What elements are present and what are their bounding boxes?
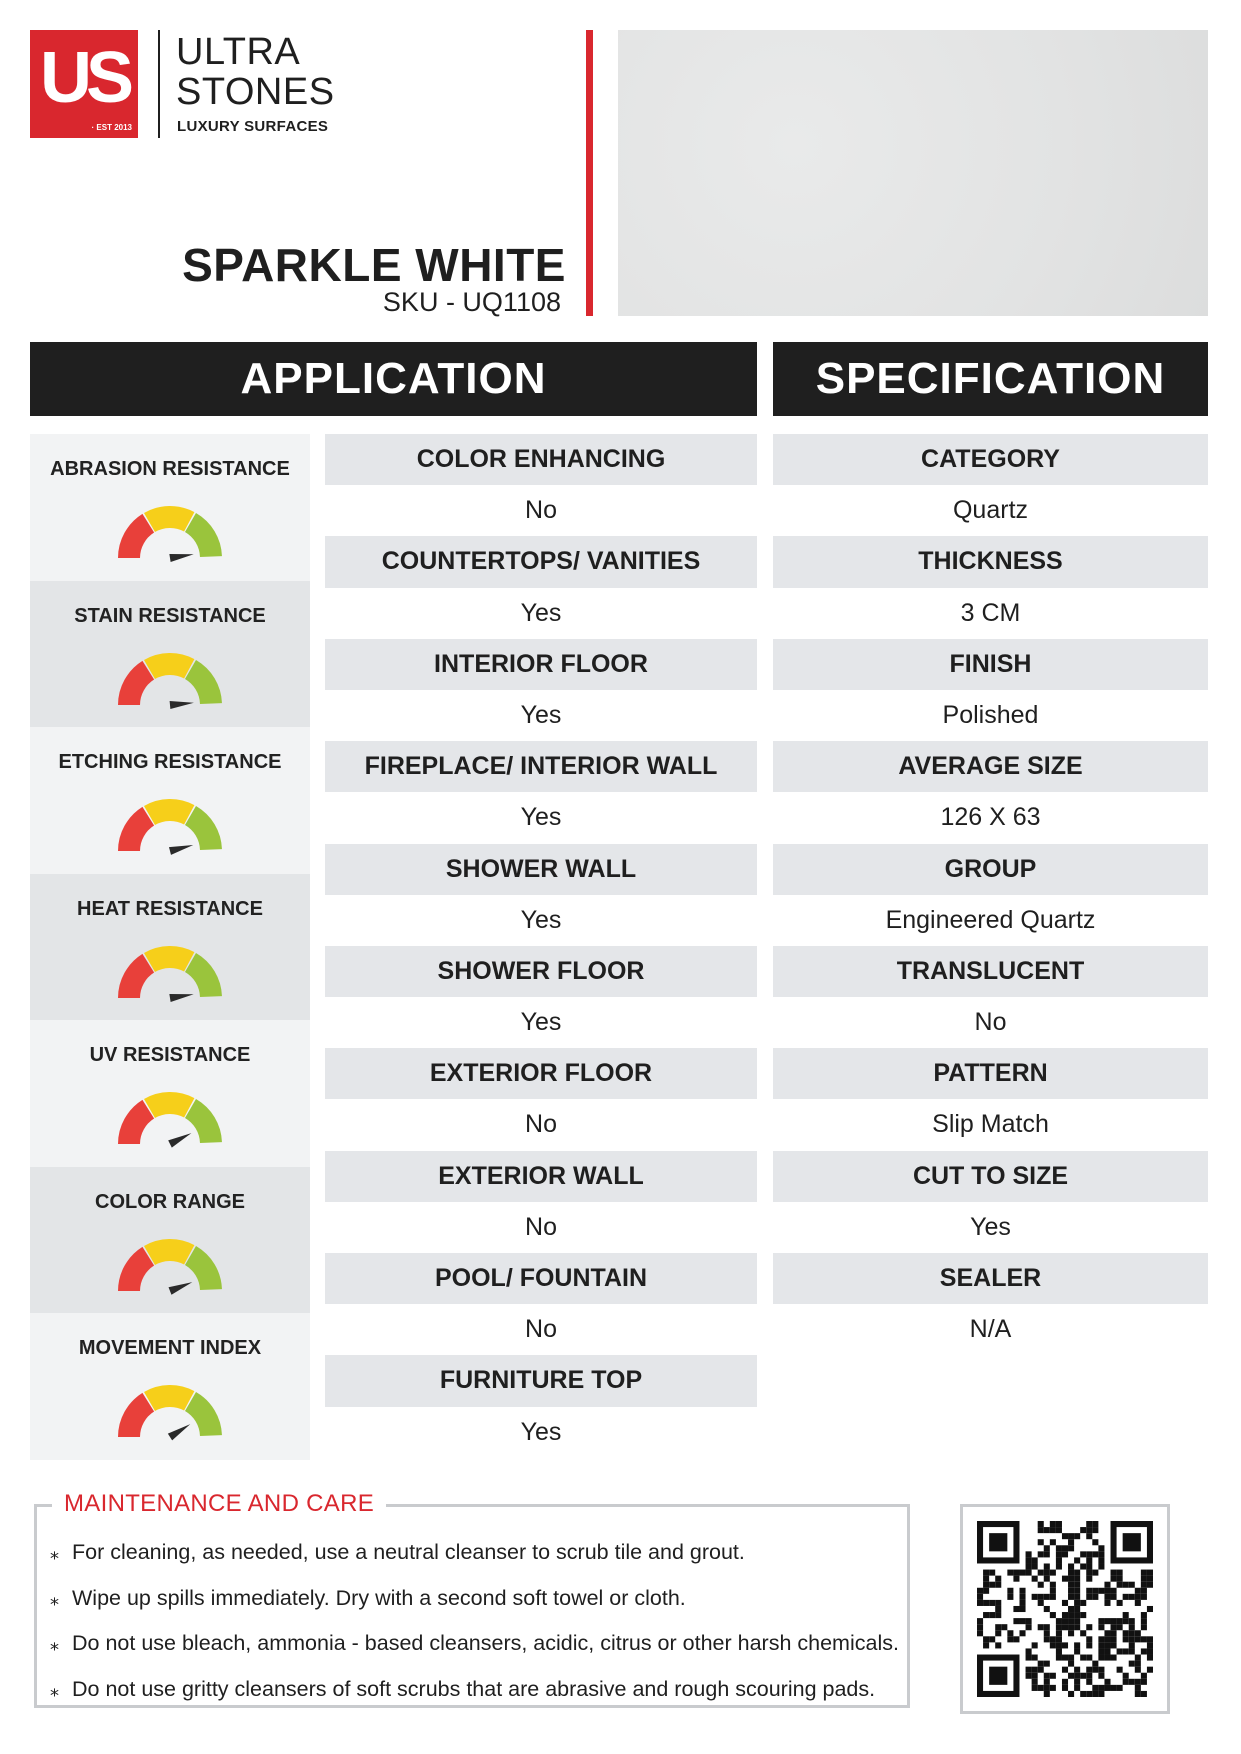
qr-code-icon xyxy=(977,1521,1153,1697)
application-value: Yes xyxy=(325,690,757,741)
application-value: Yes xyxy=(325,792,757,843)
maintenance-item xyxy=(50,1621,900,1667)
gauge-yellow-zone xyxy=(144,653,194,679)
gauge-dial-icon xyxy=(110,1229,230,1299)
application-label: SHOWER FLOOR xyxy=(325,946,757,997)
gauge-green-zone xyxy=(185,952,222,996)
application-value: Yes xyxy=(325,895,757,946)
gauge-label: ABRASION RESISTANCE xyxy=(50,458,290,480)
logo-divider xyxy=(158,30,160,138)
gauge-label: UV RESISTANCE xyxy=(89,1044,251,1066)
gauge-needle xyxy=(169,554,193,562)
product-swatch-image xyxy=(618,30,1208,316)
bullet-star-icon: ⁎ xyxy=(50,1634,59,1654)
gauge-dial-icon xyxy=(110,936,230,1006)
gauge-cell xyxy=(30,727,310,874)
gauge-label: HEAT RESISTANCE xyxy=(77,897,263,920)
specification-value: 126 X 63 xyxy=(773,792,1208,843)
maintenance-item xyxy=(50,1667,900,1713)
bullet-star-icon: ⁎ xyxy=(50,1679,59,1700)
specification-label: CUT TO SIZE xyxy=(773,1151,1208,1202)
gauge-green-zone xyxy=(185,806,222,850)
application-value: Yes xyxy=(325,997,757,1048)
gauge-yellow-zone xyxy=(144,1092,194,1118)
specification-value: Quartz xyxy=(773,485,1208,536)
bullet-star-icon: ⁎ xyxy=(50,1588,59,1609)
specification-value: N/A xyxy=(773,1304,1208,1355)
specification-value: 3 CM xyxy=(773,588,1208,639)
gauge-green-zone xyxy=(185,659,222,703)
maintenance-text: Wipe up spills immediately. Dry with a second soft towel or cloth. xyxy=(72,1585,686,1610)
gauge-yellow-zone xyxy=(144,946,194,972)
application-label: EXTERIOR FLOOR xyxy=(325,1048,757,1099)
application-label: COUNTERTOPS/ VANITIES xyxy=(325,536,757,587)
gauge-yellow-zone xyxy=(144,799,194,825)
application-label: EXTERIOR WALL xyxy=(325,1151,757,1202)
gauge-needle xyxy=(169,845,193,855)
maintenance-title: MAINTENANCE AND CARE xyxy=(52,1490,386,1518)
application-label: INTERIOR FLOOR xyxy=(325,639,757,690)
maintenance-text: Do not use gritty cleansers of soft scrubs that are abrasive and rough scouring pads. xyxy=(72,1676,876,1701)
application-label: SHOWER WALL xyxy=(325,844,757,895)
gauge-cell xyxy=(30,1020,310,1167)
specification-label: AVERAGE SIZE xyxy=(773,741,1208,792)
specification-value: Yes xyxy=(773,1202,1208,1253)
brand-name-line1: ULTRA xyxy=(176,31,301,73)
product-sku: SKU - UQ1108 xyxy=(382,287,561,317)
brand-name-line2: STONES xyxy=(176,71,335,113)
gauge-dial-icon xyxy=(110,789,230,859)
application-label: COLOR ENHANCING xyxy=(325,434,757,485)
specification-value: Engineered Quartz xyxy=(773,895,1208,946)
brand-tagline: LUXURY SURFACES xyxy=(177,118,329,135)
gauge-needle xyxy=(169,994,193,1002)
specification-label: THICKNESS xyxy=(773,536,1208,587)
specification-label: GROUP xyxy=(773,844,1208,895)
gauge-needle xyxy=(168,1424,190,1440)
gauge-needle xyxy=(168,1133,191,1147)
specification-header: SPECIFICATION xyxy=(773,342,1208,416)
gauge-dial-icon xyxy=(110,1082,230,1152)
brand-logo xyxy=(30,30,138,138)
gauge-label: COLOR RANGE xyxy=(95,1190,245,1213)
gauge-label: STAIN RESISTANCE xyxy=(74,604,266,627)
specification-label: TRANSLUCENT xyxy=(773,946,1208,997)
gauge-green-zone xyxy=(185,513,222,557)
gauge-green-zone xyxy=(185,1099,222,1143)
bullet-star-icon: ⁎ xyxy=(50,1543,59,1563)
specification-label: PATTERN xyxy=(773,1048,1208,1099)
gauge-cell xyxy=(30,1167,310,1314)
gauge-needle xyxy=(169,1282,193,1295)
accent-divider xyxy=(586,30,593,316)
specification-value: No xyxy=(773,997,1208,1048)
application-value: No xyxy=(325,1304,757,1355)
application-label: POOL/ FOUNTAIN xyxy=(325,1253,757,1304)
specification-value: Polished xyxy=(773,690,1208,741)
specification-value: Slip Match xyxy=(773,1099,1208,1150)
gauge-cell xyxy=(30,434,310,581)
qr-code xyxy=(960,1504,1170,1714)
application-label: FURNITURE TOP xyxy=(325,1355,757,1406)
application-value: Yes xyxy=(325,1407,757,1458)
gauge-dial-icon xyxy=(110,643,230,713)
gauge-yellow-zone xyxy=(144,506,194,532)
logo-est: · EST 2013 xyxy=(91,123,132,132)
logo-letters: US xyxy=(39,38,129,118)
gauge-label: ETCHING RESISTANCE xyxy=(58,751,282,773)
gauge-needle xyxy=(170,701,194,709)
gauge-cell xyxy=(30,1313,310,1460)
application-header: APPLICATION xyxy=(30,342,757,416)
gauge-cell xyxy=(30,581,310,728)
resistance-gauges xyxy=(30,434,310,1460)
gauge-dial-icon xyxy=(110,1375,230,1445)
application-label: FIREPLACE/ INTERIOR WALL xyxy=(325,741,757,792)
application-value: Yes xyxy=(325,588,757,639)
maintenance-item xyxy=(50,1576,900,1622)
gauge-yellow-zone xyxy=(144,1385,194,1411)
maintenance-text: For cleaning, as needed, use a neutral cleanser to scrub tile and grout. xyxy=(72,1540,745,1564)
gauge-label: MOVEMENT INDEX xyxy=(78,1337,262,1359)
maintenance-text: Do not use bleach, ammonia - based cleansers, acidic, citrus or other harsh chemicals. xyxy=(72,1631,899,1655)
gauge-green-zone xyxy=(185,1392,222,1436)
gauge-dial-icon xyxy=(110,496,230,566)
specification-label: SEALER xyxy=(773,1253,1208,1304)
application-value: No xyxy=(325,485,757,536)
product-name: SPARKLE WHITE xyxy=(182,239,566,291)
maintenance-list xyxy=(50,1530,900,1712)
specification-label: CATEGORY xyxy=(773,434,1208,485)
gauge-green-zone xyxy=(185,1245,222,1289)
application-value: No xyxy=(325,1202,757,1253)
application-value: No xyxy=(325,1099,757,1150)
specification-label: FINISH xyxy=(773,639,1208,690)
maintenance-item xyxy=(50,1530,900,1576)
gauge-cell xyxy=(30,874,310,1021)
application-table xyxy=(325,434,757,1458)
gauge-yellow-zone xyxy=(144,1239,194,1265)
specification-table xyxy=(773,434,1208,1355)
